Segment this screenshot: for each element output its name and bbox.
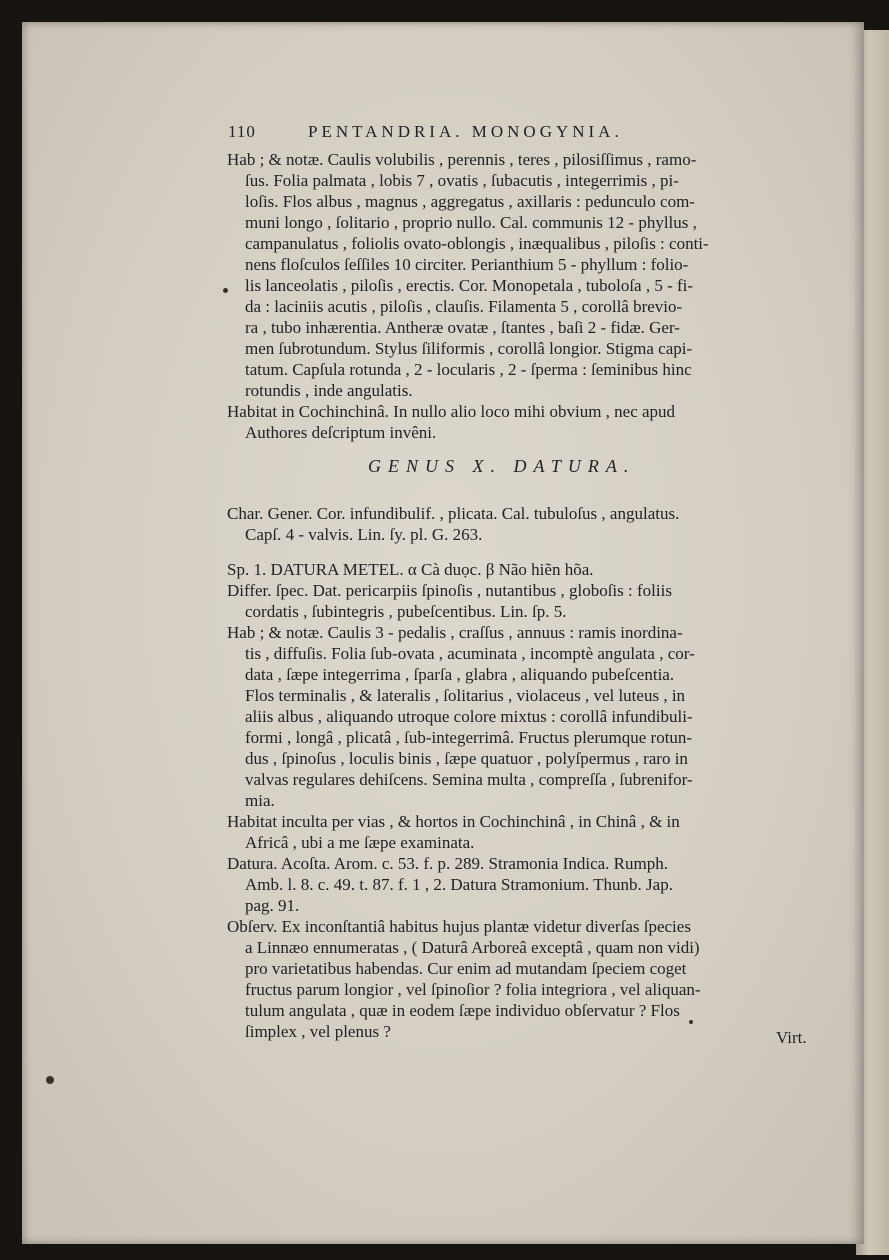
text-line: Habitat inculta per vias , & hortos in Cochinchinâ , in Chinâ , & in [227,812,680,831]
text-line: formi , longâ , plicatâ , ſub-integerrimâ. Fructus plerumque rotun- [245,728,693,747]
text-line: Datura. Acoſta. Arom. c. 53. f. p. 289. Stramonia Indica. Rumph. [227,854,668,873]
text-line: nens floſculos ſeſſiles 10 circiter. Perianthium 5 - phyllum : folio- [245,255,689,274]
genus-heading: GENUS X. DATURA. [368,456,636,476]
text-line: rotundis , inde angulatis. [245,381,413,400]
text-line: data , ſæpe integerrima , ſparſa , glabra , aliquando pubeſcentia. [245,665,675,684]
text-line: ſus. Folia palmata , lobis 7 , ovatis , ſubacutis , integerrimis , pi- [245,171,679,190]
text-line: loſis. Flos albus , magnus , aggregatus , axillaris : pedunculo com- [245,192,695,211]
text-line: Char. Gener. Cor. infundibulif. , plicata. Cal. tubuloſus , angulatus. [227,504,680,523]
text-line: dus , ſpinoſus , loculis binis , ſæpe quatuor , polyſpermus , raro in [245,749,688,768]
text-line: Africâ , ubi a me ſæpe examinata. [245,833,475,852]
text-line: tatum. Capſula rotunda , 2 - locularis , 2 - ſperma : ſeminibus hinc [245,360,692,379]
text-line: Capſ. 4 - valvis. Lin. ſy. pl. G. 263. [245,525,483,544]
text-line: aliis albus , aliquando utroque colore mixtus : corollâ infundibuli- [245,707,693,726]
book-page [22,22,864,1244]
ink-spot [689,1020,693,1024]
text-line: Flos terminalis , & lateralis , ſolitarius , violaceus , vel luteus , in [245,686,686,705]
text-line: ra , tubo inhærentia. Antheræ ovatæ , ſtantes , baſi 2 - fidæ. Ger- [245,318,680,337]
text-line: da : laciniis acutis , piloſis , clauſis. Filamenta 5 , corollâ brevio- [245,297,683,316]
catchword: Virt. [776,1028,807,1047]
running-title: PENTANDRIA. MONOGYNIA. [308,122,623,141]
text-line: pag. 91. [245,896,300,915]
ink-spot [46,1076,54,1084]
text-line: lis lanceolatis , piloſis , erectis. Cor. Monopetala , tuboloſa , 5 - fi- [245,276,694,295]
page-text [22,22,864,1244]
text-line: a Linnæo ennumeratas , ( Daturâ Arboreâ exceptâ , quam non vidi) [245,938,700,957]
text-line: campanulatus , foliolis ovato-oblongis , inæqualibus , piloſis : conti- [245,234,709,253]
text-line: fructus parum longior , vel ſpinoſior ? folia integriora , vel aliquan- [245,980,701,999]
text-line: Habitat in Cochinchinâ. In nullo alio loco mihi obvium , nec apud [227,402,676,421]
ink-spot [223,288,228,293]
text-line: Obſerv. Ex inconſtantiâ habitus hujus plantæ videtur diverſas ſpecies [227,917,691,936]
text-line: tulum angulata , quæ in eodem ſæpe individuo obſervatur ? Flos [245,1001,680,1020]
text-line: pro varietatibus habendas. Cur enim ad mutandam ſpeciem coget [245,959,687,978]
text-line: valvas regulares dehiſcens. Semina multa , compreſſa , ſubrenifor- [245,770,693,789]
page-number: 110 [228,122,256,141]
text-line: ſimplex , vel plenus ? [245,1022,391,1041]
text-line: cordatis , ſubintegris , pubeſcentibus. Lin. ſp. 5. [245,602,567,621]
text-line: Amb. l. 8. c. 49. t. 87. f. 1 , 2. Datura Stramonium. Thunb. Jap. [245,875,673,894]
text-line: Sp. 1. DATURA METEL. α Cà duọc. β Não hiẽn hõa. [227,560,594,579]
text-line: tis , diffuſis. Folia ſub-ovata , acuminata , incomptè angulata , cor- [245,644,695,663]
text-line: Differ. ſpec. Dat. pericarpiis ſpinoſis , nutantibus , globoſis : foliis [227,581,672,600]
text-line: Hab ; & notæ. Caulis 3 - pedalis , craſſus , annuus : ramis inordina- [227,623,683,642]
text-line: men ſubrotundum. Stylus ſiliformis , corollâ longior. Stigma capi- [245,339,693,358]
text-line: mia. [245,791,275,810]
text-line: Authores deſcriptum invêni. [245,423,437,442]
text-line: Hab ; & notæ. Caulis volubilis , perennis , teres , pilosiſſimus , ramo- [227,150,697,169]
text-line: muni longo , ſolitario , proprio nullo. Cal. communis 12 - phyllus , [245,213,697,232]
